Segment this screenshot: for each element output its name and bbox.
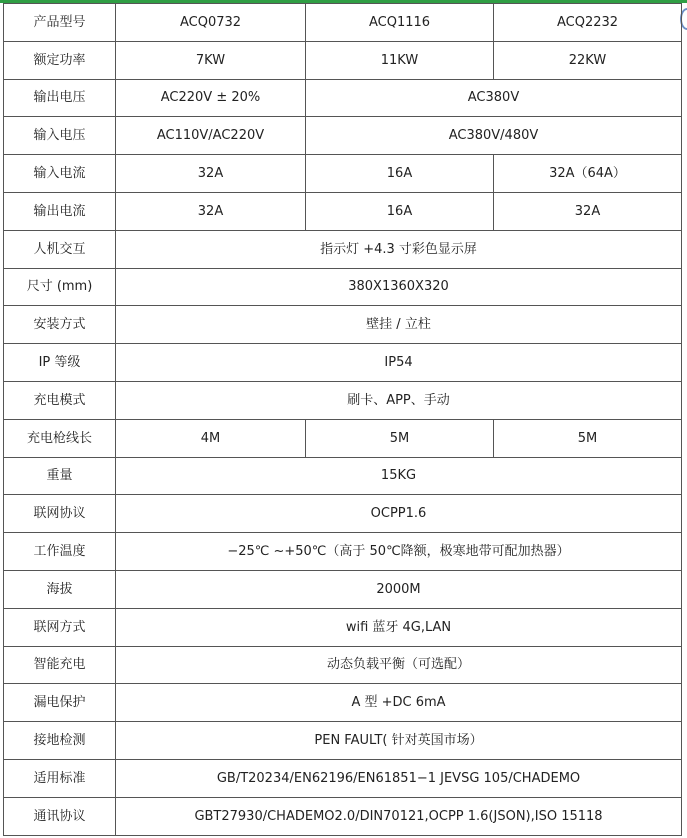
row-value: IP54 [116, 344, 682, 382]
table-row [4, 41, 682, 79]
row-label: 漏电保护 [4, 684, 116, 722]
row-value: A 型 +DC 6mA [116, 684, 682, 722]
row-label: 充电枪线长 [4, 419, 116, 457]
row-value: ACQ0732 [116, 4, 306, 42]
table-row [4, 419, 682, 457]
row-value: 7KW [116, 41, 306, 79]
table-row [4, 646, 682, 684]
table-row [4, 230, 682, 268]
row-value: 5M [306, 419, 494, 457]
table-row [4, 608, 682, 646]
row-value: 刷卡、APP、手动 [116, 381, 682, 419]
row-value: 32A（64A） [494, 155, 682, 193]
row-label: 工作温度 [4, 533, 116, 571]
table-row [4, 268, 682, 306]
table-row [4, 797, 682, 835]
row-label: 适用标准 [4, 759, 116, 797]
table-row [4, 344, 682, 382]
row-value: 指示灯 +4.3 寸彩色显示屏 [116, 230, 682, 268]
row-label: 重量 [4, 457, 116, 495]
row-label: IP 等级 [4, 344, 116, 382]
row-label: 海拔 [4, 570, 116, 608]
row-label: 智能充电 [4, 646, 116, 684]
row-value: 32A [116, 155, 306, 193]
table-row [4, 306, 682, 344]
spec-table [3, 3, 682, 836]
row-value: GBT27930/CHADEMO2.0/DIN70121,OCPP 1.6(JSON),ISO 15118 [116, 797, 682, 835]
row-label: 安装方式 [4, 306, 116, 344]
row-value: −25℃ ~+50℃（高于 50℃降额，极寒地带可配加热器） [116, 533, 682, 571]
row-label: 尺寸 (mm) [4, 268, 116, 306]
row-label: 联网方式 [4, 608, 116, 646]
table-row [4, 570, 682, 608]
spec-table-body [4, 4, 682, 836]
row-label: 输入电压 [4, 117, 116, 155]
row-value: 15KG [116, 457, 682, 495]
row-value: ACQ2232 [494, 4, 682, 42]
row-label: 人机交互 [4, 230, 116, 268]
table-row [4, 684, 682, 722]
row-label: 联网协议 [4, 495, 116, 533]
table-row [4, 722, 682, 760]
table-row [4, 117, 682, 155]
row-value: ACQ1116 [306, 4, 494, 42]
table-row [4, 495, 682, 533]
row-value: 22KW [494, 41, 682, 79]
table-row [4, 381, 682, 419]
row-value: 32A [116, 192, 306, 230]
row-label: 输入电流 [4, 155, 116, 193]
table-row [4, 4, 682, 42]
row-value: AC380V/480V [306, 117, 682, 155]
row-label: 充电模式 [4, 381, 116, 419]
row-value: wifi 蓝牙 4G,LAN [116, 608, 682, 646]
row-value: GB/T20234/EN62196/EN61851−1 JEVSG 105/CHADEMO [116, 759, 682, 797]
row-value: 动态负载平衡（可选配） [116, 646, 682, 684]
table-row [4, 533, 682, 571]
row-label: 输出电压 [4, 79, 116, 117]
row-value: 16A [306, 155, 494, 193]
row-label: 通讯协议 [4, 797, 116, 835]
table-row [4, 759, 682, 797]
row-value: AC380V [306, 79, 682, 117]
table-row [4, 155, 682, 193]
row-value: AC110V/AC220V [116, 117, 306, 155]
row-value: OCPP1.6 [116, 495, 682, 533]
row-value: AC220V ± 20% [116, 79, 306, 117]
row-label: 输出电流 [4, 192, 116, 230]
row-value: 5M [494, 419, 682, 457]
row-value: 壁挂 / 立柱 [116, 306, 682, 344]
row-value: 11KW [306, 41, 494, 79]
row-value: 32A [494, 192, 682, 230]
row-label: 额定功率 [4, 41, 116, 79]
row-value: 380X1360X320 [116, 268, 682, 306]
row-value: 4M [116, 419, 306, 457]
row-label: 接地检测 [4, 722, 116, 760]
row-value: 2000M [116, 570, 682, 608]
row-label: 产品型号 [4, 4, 116, 42]
row-value: PEN FAULT( 针对英国市场） [116, 722, 682, 760]
table-row [4, 79, 682, 117]
table-row [4, 457, 682, 495]
table-row [4, 192, 682, 230]
row-value: 16A [306, 192, 494, 230]
